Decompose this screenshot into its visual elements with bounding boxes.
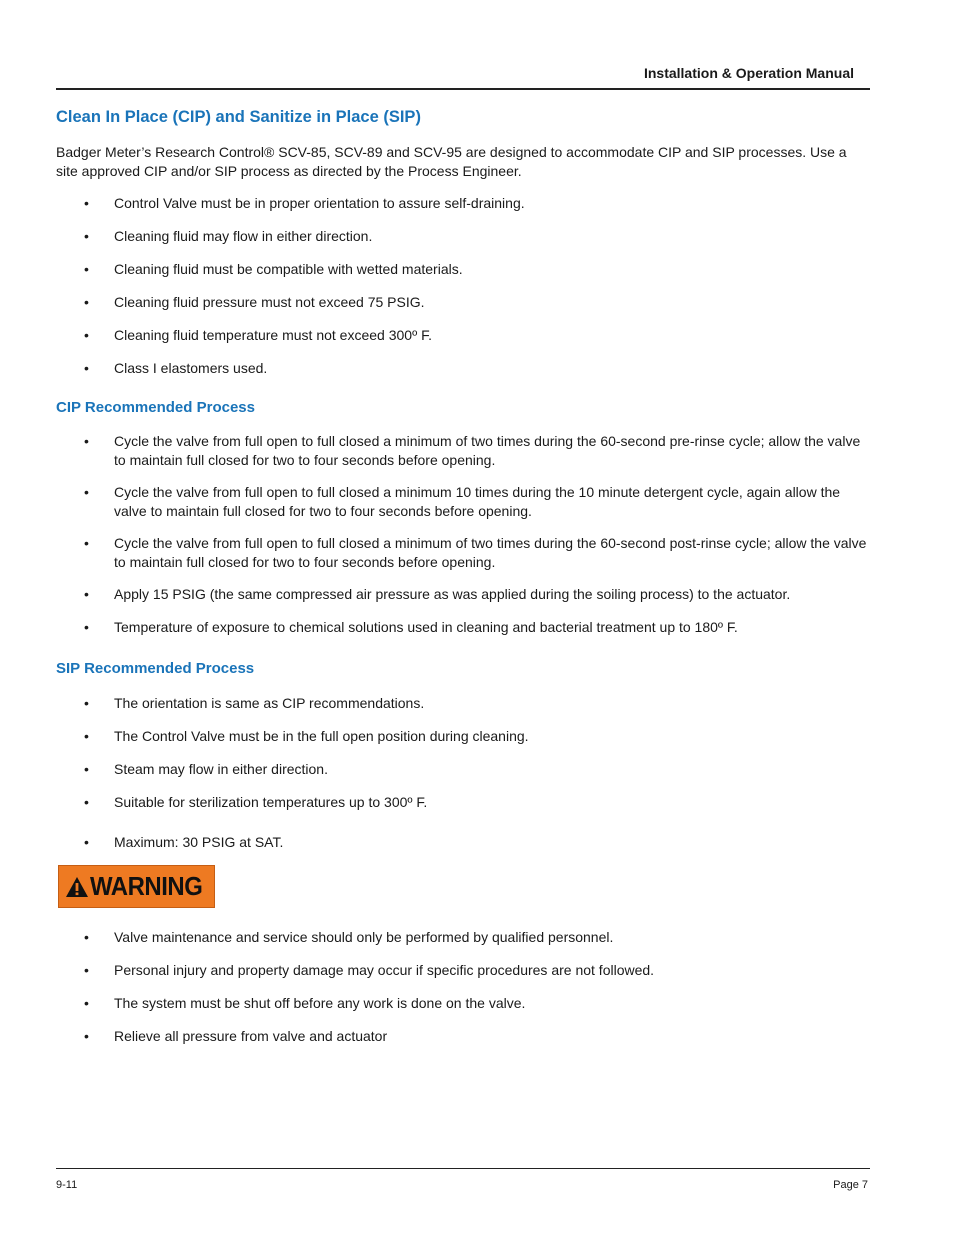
warning-banner	[58, 865, 215, 908]
bullet: •	[84, 995, 89, 1011]
list-item: • Cleaning fluid pressure must not exceed 75 PSIG.	[84, 293, 425, 310]
bullet: •	[84, 618, 89, 635]
list-item: • Cycle the valve from full open to full closed a minimum of two times during the 60-second pre-rinse cycle; allow the valve to maintain full closed for two to four seconds before opening.	[84, 433, 861, 468]
bullet: •	[84, 727, 89, 744]
bullet: •	[84, 293, 89, 310]
sip-heading: SIP Recommended Process	[56, 660, 255, 677]
list-item: • Cycle the valve from full open to full closed a minimum 10 times during the 10 minute detergent cycle, again allow the valve to maintain full closed for two to four seconds before opening.	[84, 484, 841, 519]
warning-label: WARNING	[90, 871, 203, 901]
cip-list	[56, 432, 870, 636]
header-rule	[56, 88, 870, 90]
bullet: •	[84, 793, 89, 810]
list-item: • Valve maintenance and service should only be performed by qualified personnel.	[84, 929, 614, 945]
bullet: •	[84, 695, 89, 711]
list-item: • Personal injury and property damage may occur if specific procedures are not followed.	[84, 962, 655, 978]
bullet: •	[84, 760, 89, 777]
list-item: • Temperature of exposure to chemical solutions used in cleaning and bacterial treatment up to 180º F.	[84, 618, 738, 635]
bullet: •	[84, 833, 89, 850]
bullet: •	[84, 228, 89, 244]
bullet: •	[84, 261, 89, 277]
list-item: • Control Valve must be in proper orientation to assure self-draining.	[84, 195, 525, 211]
sip-list	[56, 694, 870, 851]
bullet: •	[84, 535, 89, 551]
list-item: • Relieve all pressure from valve and actuator	[84, 1027, 388, 1044]
list-item: • Steam may flow in either direction.	[84, 760, 328, 777]
requirements-list	[56, 194, 870, 377]
list-item: • Cleaning fluid may flow in either direction.	[84, 228, 373, 244]
cip-heading: CIP Recommended Process	[56, 399, 255, 416]
bullet: •	[84, 1027, 89, 1044]
list-item: • Cycle the valve from full open to full closed a minimum of two times during the 60-second post-rinse cycle; allow the valve to maintain full closed for two to four seconds before opening.	[84, 535, 867, 570]
list-item: • The orientation is same as CIP recommendations.	[84, 695, 425, 711]
list-item: • Suitable for sterilization temperatures up to 300º F.	[84, 793, 428, 810]
list-item: • Cleaning fluid must be compatible with wetted materials.	[84, 261, 463, 277]
list-item: • The Control Valve must be in the full open position during cleaning.	[84, 727, 529, 744]
bullet: •	[84, 929, 89, 945]
document-code: 9-11	[56, 1179, 78, 1191]
warning-triangle-icon	[65, 876, 89, 898]
section-heading-cip-sip: Clean In Place (CIP) and Sanitize in Place (SIP)	[56, 108, 421, 126]
header-title: Installation & Operation Manual	[643, 65, 854, 81]
list-item: • The system must be shut off before any work is done on the valve.	[84, 995, 526, 1011]
page-number: Page 7	[833, 1179, 868, 1191]
list-item: • Class I elastomers used.	[84, 359, 268, 376]
bullet: •	[84, 433, 89, 449]
bullet: •	[84, 195, 89, 211]
bullet: •	[84, 359, 89, 376]
footer-rule	[56, 1168, 870, 1169]
list-item: • Apply 15 PSIG (the same compressed air pressure as was applied during the soiling process) to the actuator.	[84, 586, 791, 602]
bullet: •	[84, 586, 89, 602]
bullet: •	[84, 326, 89, 343]
list-item: • Maximum: 30 PSIG at SAT.	[84, 833, 284, 850]
list-item: • Cleaning fluid temperature must not exceed 300º F.	[84, 326, 432, 343]
bullet: •	[84, 962, 89, 978]
intro-paragraph: Badger Meter’s Research Control® SCV-85, SCV-89 and SCV-95 are designed to accommodate CIP and SIP processes. Use a site approved CIP and/or SIP process as directed by the Process Engineer.	[56, 144, 847, 179]
warning-list	[56, 928, 870, 1045]
bullet: •	[84, 484, 89, 500]
